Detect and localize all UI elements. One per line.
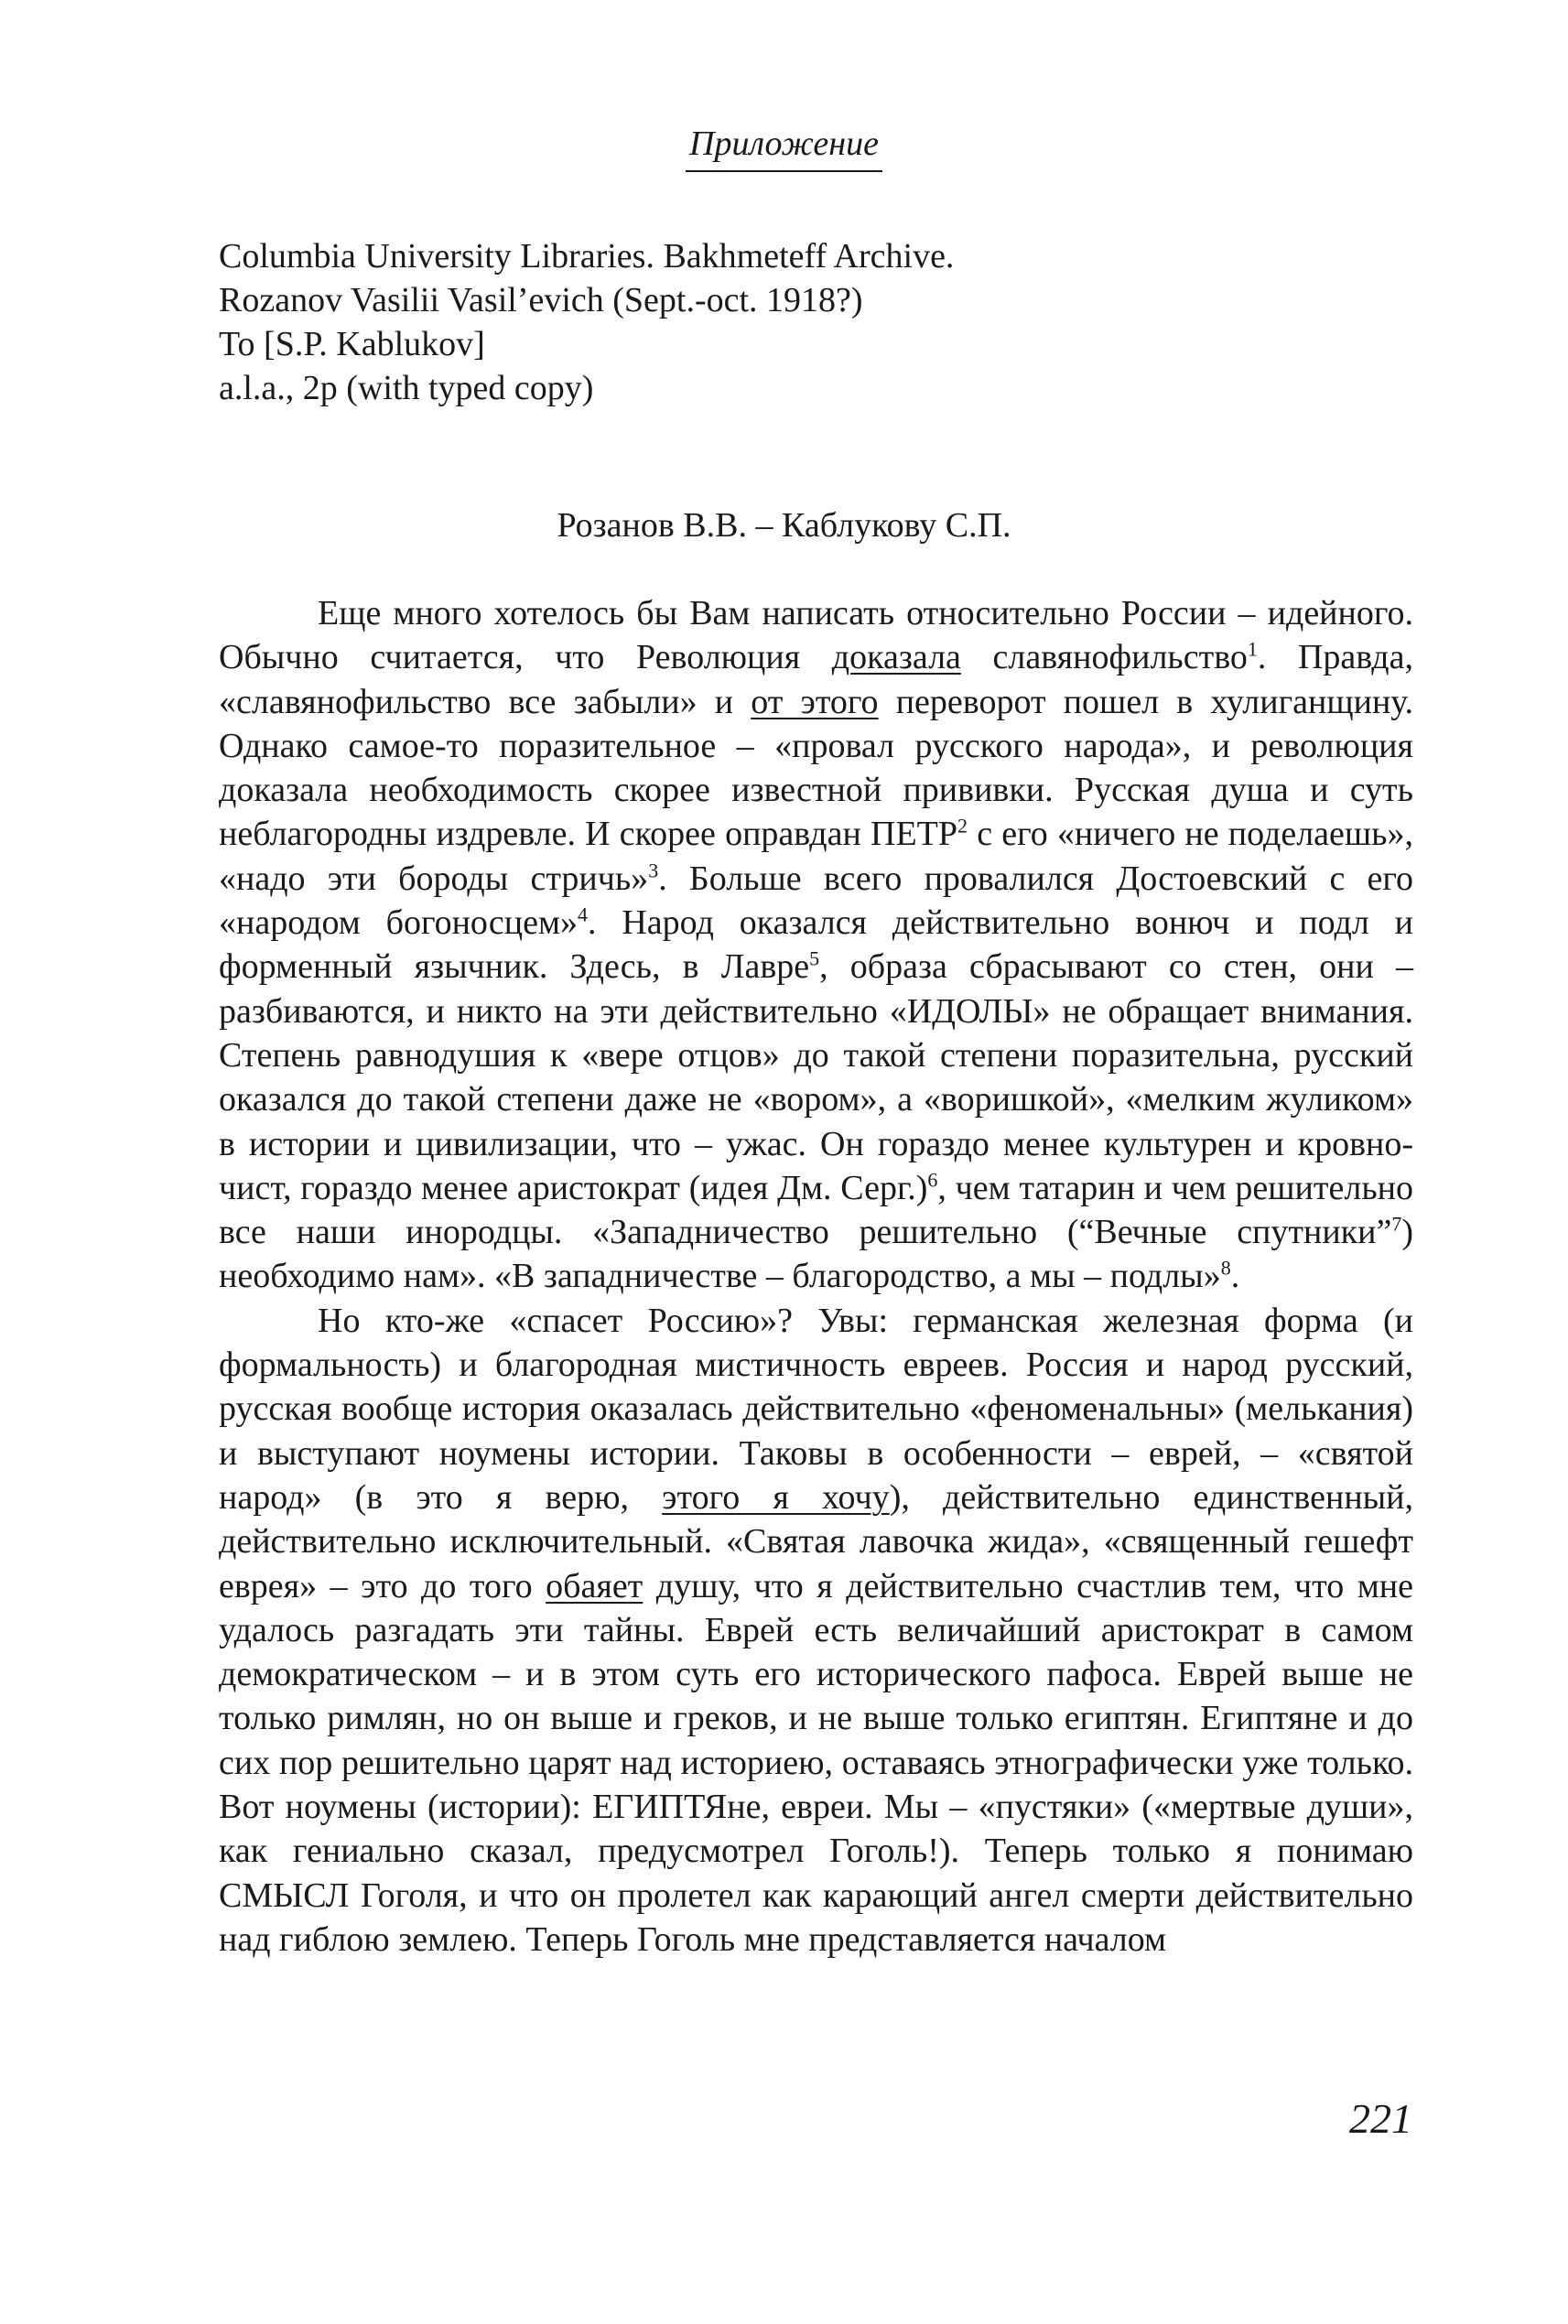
text-run: с его «ничего не поделаешь», «надо эти бороды стричь» — [219, 815, 1414, 898]
text-run: переворот пошел в хулиганщину. Однако самое-то поразительное – «провал русского народа», и революция доказала необходимость скорее известной прививки. Русская душа и суть неблагородны издревле. И скорее оправдан ПЕТР — [219, 682, 1413, 854]
page-number: 221 — [1349, 2095, 1412, 2142]
archive-line: a.l.a., 2p (with typed copy) — [219, 369, 594, 407]
footnote-marker: 5 — [809, 946, 820, 970]
text-run: Еще много хотелось бы Вам написать относительно России – идейного. Обычно считается, что Революция — [219, 594, 1413, 677]
underlined-text: доказала — [831, 638, 961, 677]
text-run: ) необходимо нам». «В западничестве – благородство, а мы – подлы» — [219, 1213, 1413, 1296]
letter-title: Розанов В.В. – Каблукову С.П. — [557, 506, 1011, 545]
paragraph — [219, 1299, 1413, 1962]
text-run: душу, что я действительно счастлив тем, что мне удалось разгадать эти тайны. Еврей есть величайший аристократ в самом демократическом – и в этом суть его исторического пафоса. Еврей выше не только римлян, но он выше и греков, и не выше только египтян. Египтяне и до сих пор решительно царят над историею, оставаясь этнографически уже только. Вот ноумены (истории): ЕГИПТЯне, евреи. Мы – «пустяки» («мертвые души», как гениально сказал, предусмотрел Гоголь!). Теперь только я понимаю СМЫСЛ Гоголя, и что он пролетел как карающий ангел смерти действительно над гиблою землею. Теперь Гоголь мне представляется началом — [219, 1566, 1413, 1959]
footnote-marker: 4 — [578, 903, 588, 926]
text-run: . — [1230, 1257, 1240, 1296]
footnote-marker: 8 — [1220, 1256, 1231, 1280]
underlined-text: от этого — [751, 682, 879, 721]
archive-line: Columbia University Libraries. Bakhmeteff Archive. — [219, 237, 955, 276]
footnote-marker: 6 — [927, 1168, 938, 1192]
archive-reference — [219, 234, 1409, 410]
underlined-text: этого я хочу — [662, 1477, 890, 1517]
footnote-marker: 1 — [1247, 637, 1258, 661]
text-run: , образа сбрасывают со стен, они – разбиваются, и никто на эти действительно «ИДОЛЫ» не обращает внимания. Степень равнодушия к «вере отцов» до такой степени поразительна, русский оказался до такой степени даже не «вором», а «воришкой», «мелким жуликом» в истории и цивилизации, что – ужас. Он гораздо менее культурен и кровно-чист, гораздо менее аристократ (идея Дм. Серг.) — [219, 947, 1413, 1207]
text-run: Но кто-же «спасет Россию»? Увы: германская железная форма (и формальность) и благородная мистичность евреев. Россия и народ русский, русская вообще история оказалась действительно «феноменальны» (мелькания) и выступают ноумены истории. Таковы в особенности – еврей, – «святой народ» (в это я верю, — [219, 1301, 1413, 1517]
text-run: . Народ оказался действительно вонюч и подл и форменный язычник. Здесь, в Лавре — [219, 903, 1413, 987]
archive-line: Rozanov Vasilii Vasil’evich (Sept.-oct. 1918?) — [219, 281, 863, 319]
paragraph — [219, 591, 1413, 1299]
underlined-text: обаяет — [546, 1566, 643, 1605]
running-head-text: Приложение — [686, 126, 882, 172]
text-run: , чем татарин и чем решительно все наши инородцы. «Западничество решительно (“Вечные спутники” — [219, 1168, 1413, 1252]
footnote-marker: 7 — [1391, 1212, 1402, 1236]
footnote-marker: 2 — [957, 814, 968, 838]
footnote-marker: 3 — [648, 859, 659, 882]
text-run: славянофильство — [960, 638, 1248, 677]
running-head — [0, 126, 1568, 172]
text-run: . Правда, «славянофильство все забыли» и — [219, 638, 1413, 721]
text-run: ), действительно единственный, действительно исключительный. «Святая лавочка жида», «священный гешефт еврея» – это до того — [219, 1477, 1414, 1605]
text-run: . Больше всего провалился Достоевский с его «народом богоносцем» — [219, 859, 1414, 943]
letter-body — [219, 591, 1413, 1962]
archive-line: To [S.P. Kablukov] — [219, 325, 485, 363]
